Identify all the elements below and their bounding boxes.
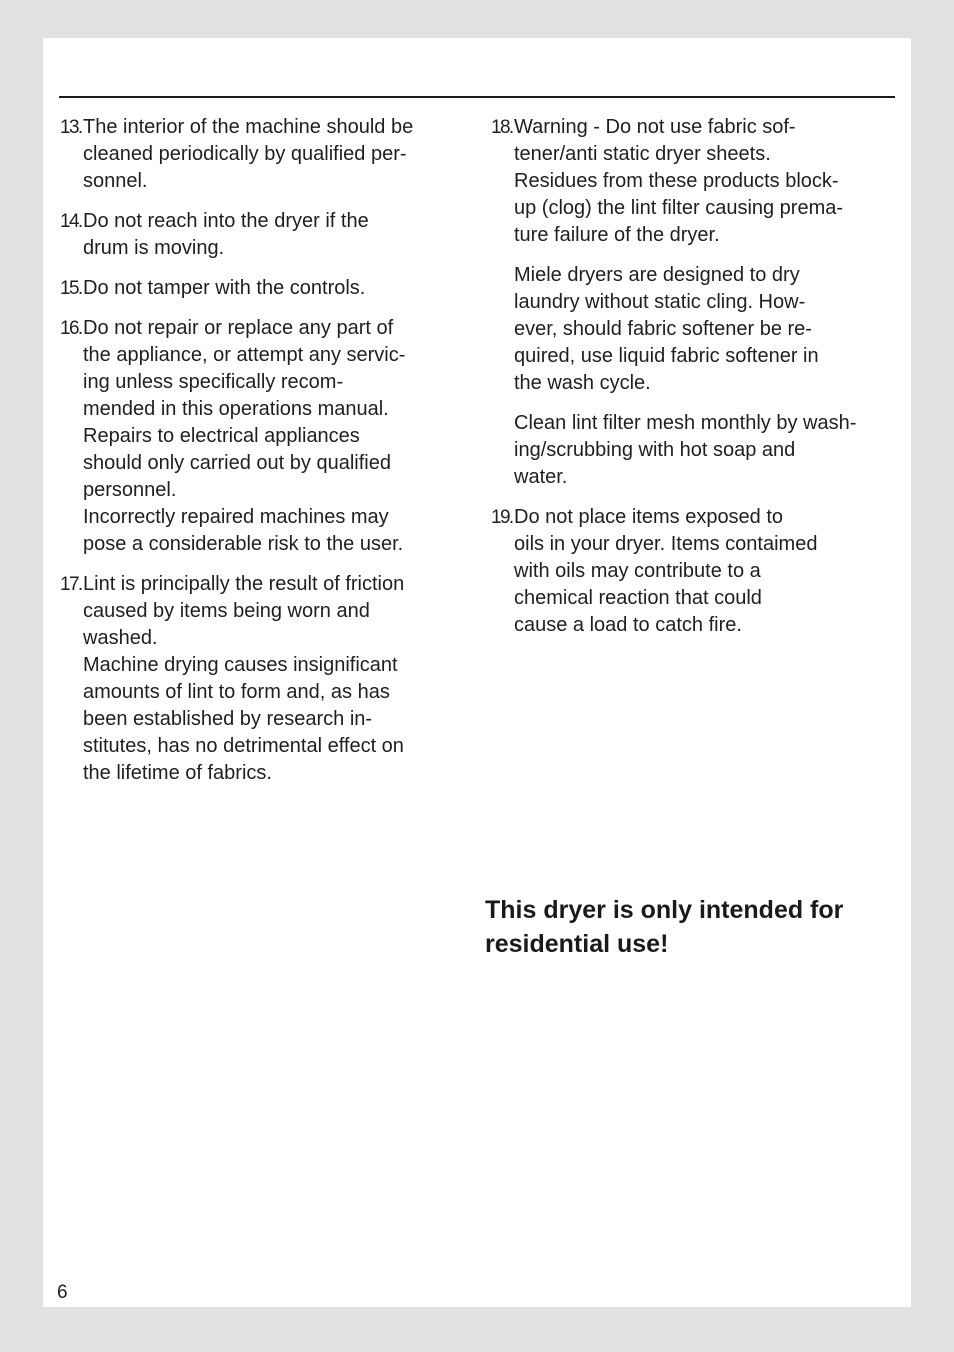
- notice-line: This dryer is only intended for: [485, 896, 844, 924]
- notice-line: residential use!: [485, 930, 669, 958]
- item-text-line: ever, should fabric softener be re-: [514, 318, 812, 340]
- list-item-15: [60, 275, 480, 302]
- item-number: 14.: [60, 211, 82, 232]
- item-text-line: should only carried out by qualified: [83, 452, 391, 474]
- item-text-line: with oils may contribute to a: [514, 560, 761, 582]
- paragraph: [514, 262, 911, 397]
- item-text-line: sonnel.: [83, 170, 148, 192]
- item-number: 15.: [60, 278, 82, 299]
- item-text-line: Do not tamper with the controls.: [83, 277, 366, 299]
- item-number: 19.: [491, 507, 513, 528]
- item-text-line: Machine drying causes insignificant: [83, 654, 398, 676]
- item-text-line: been established by research in-: [83, 708, 373, 730]
- item-text-line: personnel.: [83, 479, 177, 501]
- paragraph: [514, 410, 911, 491]
- item-text-line: Do not repair or replace any part of: [83, 317, 394, 339]
- item-text-line: Do not place items exposed to: [514, 506, 784, 528]
- left-column: [60, 114, 480, 800]
- item-text-line: water.: [514, 466, 568, 488]
- list-item-19: [491, 504, 911, 639]
- item-text-line: laundry without static cling. How-: [514, 291, 806, 313]
- item-text-line: cause a load to catch fire.: [514, 614, 742, 636]
- item-text-line: amounts of lint to form and, as has: [83, 681, 390, 703]
- item-text-line: the lifetime of fabrics.: [83, 762, 272, 784]
- item-text-line: ing/scrubbing with hot soap and: [514, 439, 796, 461]
- item-text-line: the appliance, or attempt any servic-: [83, 344, 406, 366]
- item-text-line: tener/anti static dryer sheets.: [514, 143, 771, 165]
- item-text-line: stitutes, has no detrimental effect on: [83, 735, 404, 757]
- item-text-line: chemical reaction that could: [514, 587, 762, 609]
- manual-page: [43, 38, 911, 1307]
- item-number: 17.: [60, 574, 82, 595]
- item-text-line: Lint is principally the result of friction: [83, 573, 405, 595]
- item-text-line: caused by items being worn and: [83, 600, 370, 622]
- item-text-line: Clean lint filter mesh monthly by wash-: [514, 412, 857, 434]
- item-text-line: Warning - Do not use fabric sof-: [514, 116, 796, 138]
- item-text-line: Residues from these products block-: [514, 170, 839, 192]
- item-text-line: ing unless specifically recom-: [83, 371, 344, 393]
- item-text-line: pose a considerable risk to the user.: [83, 533, 404, 555]
- item-text-line: Incorrectly repaired machines may: [83, 506, 389, 528]
- paragraph: [514, 114, 911, 249]
- list-item-18: [491, 114, 911, 491]
- list-item-17: [60, 571, 480, 787]
- item-text-line: The interior of the machine should be: [83, 116, 414, 138]
- item-text-line: washed.: [83, 627, 158, 649]
- item-number: 18.: [491, 117, 513, 138]
- item-text-line: Repairs to electrical appliances: [83, 425, 360, 447]
- item-text-line: mended in this operations manual.: [83, 398, 389, 420]
- item-number: 13.: [60, 117, 82, 138]
- item-text-line: Miele dryers are designed to dry: [514, 264, 800, 286]
- right-column: [491, 114, 911, 652]
- item-text-line: Do not reach into the dryer if the: [83, 210, 369, 232]
- item-text-line: oils in your dryer. Items contaimed: [514, 533, 818, 555]
- item-text-line: the wash cycle.: [514, 372, 651, 394]
- page-number: 6: [57, 1282, 68, 1303]
- item-number: 16.: [60, 318, 82, 339]
- header-rule: [59, 96, 895, 98]
- item-text-line: up (clog) the lint filter causing prema-: [514, 197, 844, 219]
- list-item-14: [60, 208, 480, 262]
- residential-use-notice: [485, 893, 843, 961]
- item-text-line: drum is moving.: [83, 237, 225, 259]
- item-text-line: cleaned periodically by qualified per-: [83, 143, 407, 165]
- list-item-16: [60, 315, 480, 558]
- list-item-13: [60, 114, 480, 195]
- item-text-line: ture failure of the dryer.: [514, 224, 720, 246]
- item-text-line: quired, use liquid fabric softener in: [514, 345, 819, 367]
